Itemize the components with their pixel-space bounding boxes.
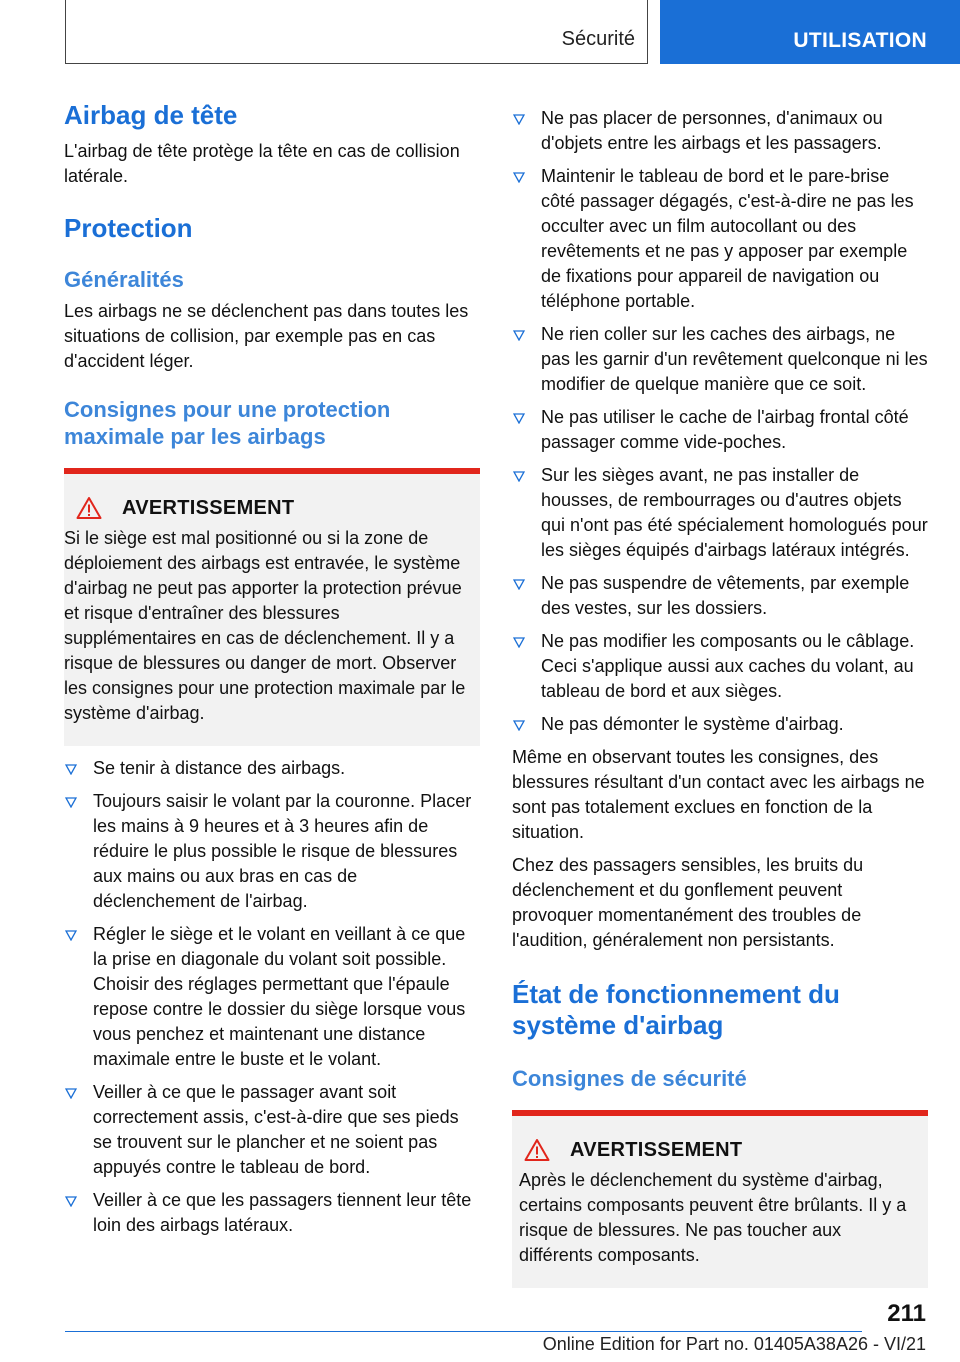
triangle-bullet-icon (513, 636, 525, 648)
triangle-bullet-icon (513, 578, 525, 590)
warning-text: Après le déclenchement du système d'airbag, certains composants peuvent être brûlants. Il y a risque de blessures. Ne pas toucher aux différents composants. (519, 1170, 907, 1265)
warning-title-row (524, 1138, 914, 1162)
triangle-bullet-icon (513, 329, 525, 341)
footer-edition: Online Edition for Part no. 01405A38A26 - VI/21 (542, 1334, 926, 1354)
warning-title-row (76, 496, 466, 520)
list-item: Maintenir le tableau de bord et le pare-brise côté passager dégagés, c'est-à-dire ne pas les occulter avec un film autocollant ou des revêtements et ne pas y apposer par exemple de fixations pour appareil de navigation ou téléphone portable. (512, 164, 928, 314)
triangle-bullet-icon (513, 412, 525, 424)
consignes-list (64, 756, 480, 1238)
list-item: Veiller à ce que le passager avant soit correctement assis, c'est-à-dire que ses pieds se trouvent sur le plancher et ne soient pas appuyés contre le tableau de bord. (64, 1080, 480, 1180)
page-number: 211 (887, 1300, 926, 1327)
triangle-bullet-icon (513, 470, 525, 482)
paragraph-airbag-tete: L'airbag de tête protège la tête en cas de collision latérale. (64, 141, 460, 186)
list-item: Ne pas modifier les composants ou le câblage. Ceci s'applique aussi aux caches du volant, au tableau de bord et aux sièges. (512, 629, 928, 704)
footer-divider (65, 1331, 862, 1332)
consignes-list-continued (512, 106, 928, 737)
list-item: Ne pas démonter le système d'airbag. (512, 712, 928, 737)
header-chapter-title: UTILISATION (793, 29, 927, 52)
list-item: Ne pas suspendre de vêtements, par exemple des vestes, sur les dossiers. (512, 571, 928, 621)
heading-protection: Protection (64, 213, 193, 243)
list-item: Ne pas utiliser le cache de l'airbag frontal côté passager comme vide-poches. (512, 405, 928, 455)
heading-generalites: Généralités (64, 267, 184, 292)
triangle-bullet-icon (65, 1195, 77, 1207)
list-item: Sur les sièges avant, ne pas installer de housses, de rembourrages ou d'autres objets qui n'ont pas été spécialement homologués pour les sièges équipés d'airbags latéraux intégrés. (512, 463, 928, 563)
warning-title: AVERTISSEMENT (570, 1138, 743, 1161)
triangle-bullet-icon (65, 763, 77, 775)
warning-title: AVERTISSEMENT (122, 496, 295, 519)
left-column (64, 100, 480, 1246)
list-item: Veiller à ce que les passagers tiennent leur tête loin des airbags latéraux. (64, 1188, 480, 1238)
paragraph-observation: Même en observant toutes les consignes, des blessures résultant d'un contact avec les airbags ne sont pas totalement exclues en fonction de la situation. (512, 747, 925, 842)
header-section-box (65, 0, 648, 64)
list-item: Toujours saisir le volant par la couronne. Placer les mains à 9 heures et à 3 heures afin de réduire le plus possible le risque de blessures aux mains ou aux bras en cas de déclenchement de l'airbag. (64, 789, 480, 914)
triangle-bullet-icon (65, 929, 77, 941)
heading-etat-fonctionnement: État de fonctionnement du système d'airbag (512, 979, 840, 1040)
list-item: Ne pas placer de personnes, d'animaux ou d'objets entre les airbags et les passagers. (512, 106, 928, 156)
heading-consignes-protection: Consignes pour une protection maximale par les airbags (64, 397, 391, 449)
triangle-bullet-icon (513, 719, 525, 731)
warning-box (64, 468, 480, 746)
paragraph-generalites: Les airbags ne se déclenchent pas dans toutes les situations de collision, par exemple pas en cas d'accident léger. (64, 301, 469, 371)
triangle-bullet-icon (65, 1087, 77, 1099)
header-chapter-tab[interactable] (660, 0, 960, 64)
header-section-title: Sécurité (561, 28, 635, 50)
heading-consignes-securite: Consignes de sécurité (512, 1066, 747, 1091)
warning-box-securite (512, 1110, 928, 1288)
warning-triangle-icon (76, 496, 102, 520)
right-column (512, 100, 928, 1288)
list-item: Régler le siège et le volant en veillant à ce que la prise en diagonale du volant soit possible. Choisir des réglages permettant que l'épaule repose contre le dossier du siège lorsque vous vous penchez et maintenant une distance maximale entre le buste et le volant. (64, 922, 480, 1072)
warning-triangle-icon (524, 1138, 550, 1162)
paragraph-bruits: Chez des passagers sensibles, les bruits du déclenchement et du gonflement peuvent provoquer momentanément des troubles de l'audition, généralement non persistants. (512, 855, 864, 950)
heading-airbag-tete: Airbag de tête (64, 100, 238, 130)
warning-text: Si le siège est mal positionné ou si la zone de déploiement des airbags est entravée, le système d'airbag ne peut pas apporter la protection prévue et risque d'entraîner des blessures supplémentaires en cas de déclenchement. Il y a risque de blessures ou danger de mort. Observer les consignes pour une protection maximale par le système d'airbag. (64, 528, 466, 723)
triangle-bullet-icon (513, 113, 525, 125)
triangle-bullet-icon (65, 796, 77, 808)
list-item: Ne rien coller sur les caches des airbags, ne pas les garnir d'un revêtement quelconque ni les modifier de quelque manière que ce soit. (512, 322, 928, 397)
list-item: Se tenir à distance des airbags. (64, 756, 480, 781)
triangle-bullet-icon (513, 171, 525, 183)
